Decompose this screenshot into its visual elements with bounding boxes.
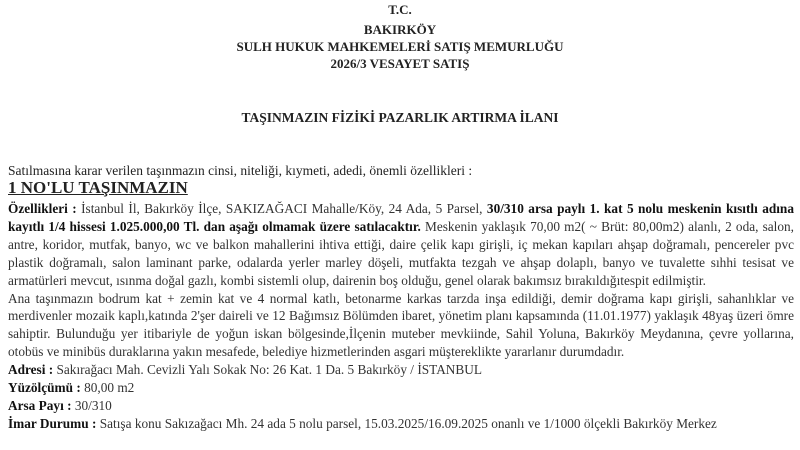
features-label: Özellikleri : — [8, 201, 77, 216]
header-tc: T.C. — [388, 2, 412, 17]
header-office: SULH HUKUK MAHKEMELERİ SATIŞ MEMURLUĞU — [236, 39, 564, 54]
header-district: BAKIRKÖY — [363, 22, 437, 37]
notice-body — [8, 200, 794, 433]
area-line — [8, 379, 794, 397]
share-value: 30/310 — [71, 397, 112, 413]
share-label: Arsa Payı : — [8, 397, 72, 413]
zoning-label: İmar Durumu : — [8, 415, 97, 431]
area-label: Yüzölçümü : — [8, 380, 81, 396]
features-text-2: Meskenin yaklaşık 70,00 m2( ~ Brüt: 80,00m2) alanlı, 2 oda, salon, antre, koridor, mutfak, banyo, wc ve balkon mahallerini ihtiva ettiği, daire çelik kapı girişli, iç mekan kapıları ahşap doğramalı, pencereler pvc plastik doğramalı, salon laminant parke, odalarda yerler marley döşeli, mutfakta tezgah ve ahşap dolaplı, banyo ve tuvalette sıhhi tesisat ve armatürleri mevcut, ısınma doğal gazlı, kombi sistemli olup, dairenin boş olduğu, genel olarak bakımsız bırakıldığıtespit edilmiştir. — [8, 218, 794, 288]
area-value: 80,00 m2 — [80, 380, 135, 396]
address-label: Adresi : — [8, 362, 54, 378]
notice-title: TAŞINMAZIN FİZİKİ PAZARLIK ARTIRMA İLANI — [241, 110, 559, 125]
address-line — [8, 361, 794, 379]
features-bold-text: 30/310 arsa paylı 1. kat 5 nolu meskenin kısıtlı adına kayıtlı 1/4 hissesi 1.025.000,00 Tl. dan aşağı olmamak üzere satılacaktır. — [8, 201, 794, 234]
header-case-number: 2026/3 VESAYET SATIŞ — [330, 56, 470, 71]
zoning-line — [8, 415, 794, 433]
address-value: Sakırağacı Mah. Cevizli Yalı Sokak No: 26 Kat. 1 Da. 5 Bakırköy / İSTANBUL — [53, 362, 483, 378]
features-text-1: İstanbul İl, Bakırköy İlçe, SAKIZAĞACI Mahalle/Köy, 24 Ada, 5 Parsel, — [76, 201, 487, 216]
zoning-value: Satışa konu Sakızağacı Mh. 24 ada 5 nolu parsel, 15.03.2025/16.09.2025 onanlı ve 1/1000 ölçekli Bakırköy Merkez — [96, 415, 717, 431]
intro-text: Satılmasına karar verilen taşınmazın cinsi, niteliği, kıymeti, adedi, önemli özellikleri : — [8, 163, 473, 178]
share-line — [8, 397, 794, 415]
features-paragraph — [8, 200, 794, 290]
section-title: 1 NO'LU TAŞINMAZIN — [8, 178, 188, 197]
building-paragraph: Ana taşınmazın bodrum kat + zemin kat ve 4 normal katlı, betonarme karkas tarzda inşa edildiği, demir doğrama kapı girişli, sahanlıklar ve merdivenler mozaik kaplı,katında 2'şer daireli ve 12 Bağımsız Bölümden ibaret, yönetim planı kapsamında (11.01.1977) yaklaşık 48yaş üzeri ömre sahiptir. Bulunduğu yer itibariyle de yoğun iskan bölgesinde,İlçenin muteber mevkiinde, Sahil Yoluna, Bakırköy Meydanına, çevre yollarına, otobüs ve minibüs duraklarına yakın mesafede, belediye hizmetlerinden asgari müştereklikte yararlanır durumdadır. — [8, 290, 794, 360]
